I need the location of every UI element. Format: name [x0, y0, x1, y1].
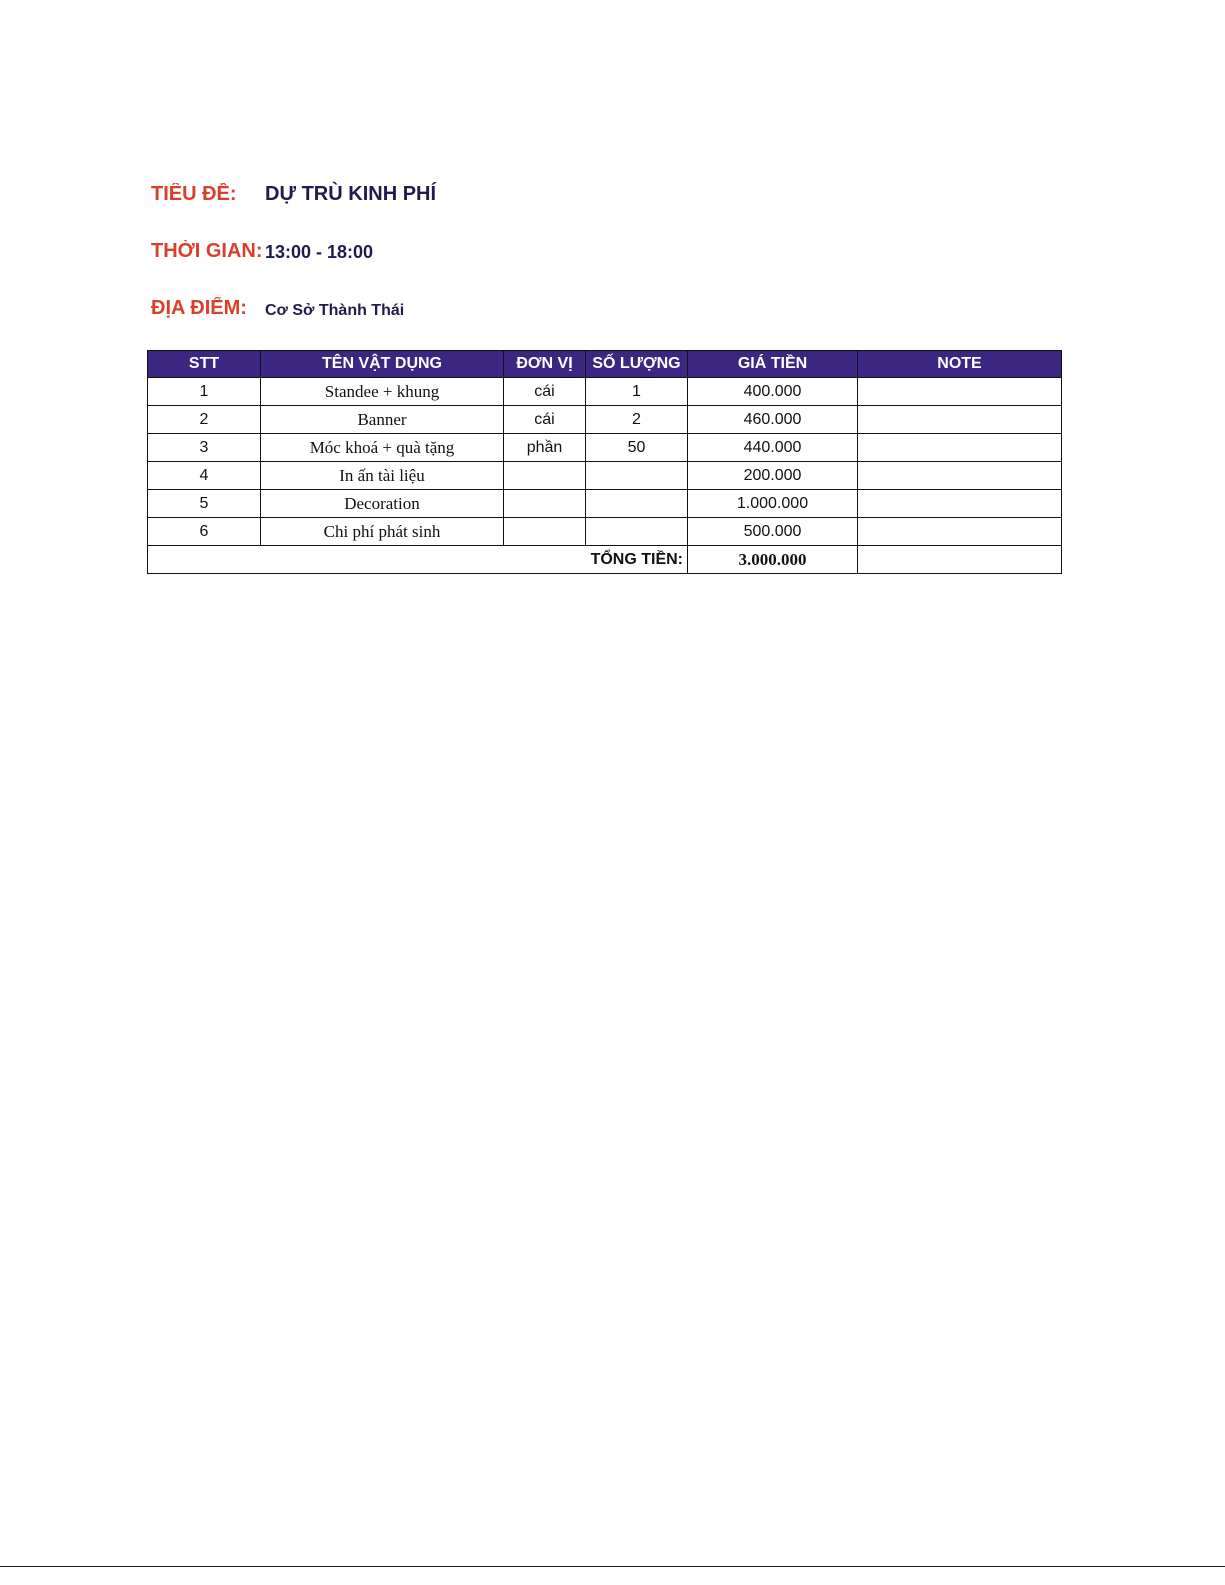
row-item-name: In ấn tài liệu	[261, 462, 504, 490]
header-note: NOTE	[858, 351, 1062, 378]
row-item-name: Standee + khung	[261, 378, 504, 406]
row-item-name: Chi phí phát sinh	[261, 518, 504, 546]
row-unit: cái	[504, 378, 586, 406]
row-price: 500.000	[688, 518, 858, 546]
row-quantity: 2	[586, 406, 688, 434]
total-note	[858, 546, 1062, 574]
row-quantity	[586, 490, 688, 518]
row-note	[858, 518, 1062, 546]
header-unit: ĐƠN VỊ	[504, 351, 586, 378]
row-price: 440.000	[688, 434, 858, 462]
time-value: 13:00 - 18:00	[265, 242, 374, 262]
row-unit	[504, 462, 586, 490]
table-row	[148, 406, 1062, 434]
row-stt: 6	[148, 518, 261, 546]
row-quantity	[586, 462, 688, 490]
page-bottom-divider	[0, 1566, 1225, 1567]
row-quantity: 1	[586, 378, 688, 406]
header-item-name: TÊN VẬT DỤNG	[261, 351, 504, 378]
header-quantity: SỐ LƯỢNG	[586, 351, 688, 378]
table-row	[148, 434, 1062, 462]
row-unit	[504, 490, 586, 518]
row-note	[858, 434, 1062, 462]
row-unit	[504, 518, 586, 546]
row-stt: 4	[148, 462, 261, 490]
row-item-name: Decoration	[261, 490, 504, 518]
row-note	[858, 490, 1062, 518]
row-unit: cái	[504, 406, 586, 434]
total-value: 3.000.000	[688, 546, 858, 574]
row-stt: 5	[148, 490, 261, 518]
total-label: TỔNG TIỀN:	[148, 546, 688, 574]
row-stt: 2	[148, 406, 261, 434]
row-item-name: Banner	[261, 406, 504, 434]
row-quantity: 50	[586, 434, 688, 462]
row-price: 200.000	[688, 462, 858, 490]
time-label: THỜI GIAN:	[151, 240, 263, 262]
row-price: 400.000	[688, 378, 858, 406]
table-row	[148, 378, 1062, 406]
row-item-name: Móc khoá + quà tặng	[261, 434, 504, 462]
title-label: TIÊU ĐỀ:	[151, 183, 237, 205]
row-price: 460.000	[688, 406, 858, 434]
row-note	[858, 378, 1062, 406]
table-row	[148, 518, 1062, 546]
row-note	[858, 406, 1062, 434]
row-quantity	[586, 518, 688, 546]
row-price: 1.000.000	[688, 490, 858, 518]
row-note	[858, 462, 1062, 490]
table-header	[148, 351, 1062, 378]
budget-table	[147, 350, 1062, 574]
header-price: GIÁ TIỀN	[688, 351, 858, 378]
place-label: ĐỊA ĐIỂM:	[151, 297, 247, 319]
row-stt: 3	[148, 434, 261, 462]
table-row	[148, 490, 1062, 518]
table-row	[148, 462, 1062, 490]
row-unit: phần	[504, 434, 586, 462]
place-value: Cơ Sở Thành Thái	[265, 302, 405, 319]
total-row	[148, 546, 1062, 574]
title-value: DỰ TRÙ KINH PHÍ	[265, 183, 437, 205]
header-stt: STT	[148, 351, 261, 378]
row-stt: 1	[148, 378, 261, 406]
